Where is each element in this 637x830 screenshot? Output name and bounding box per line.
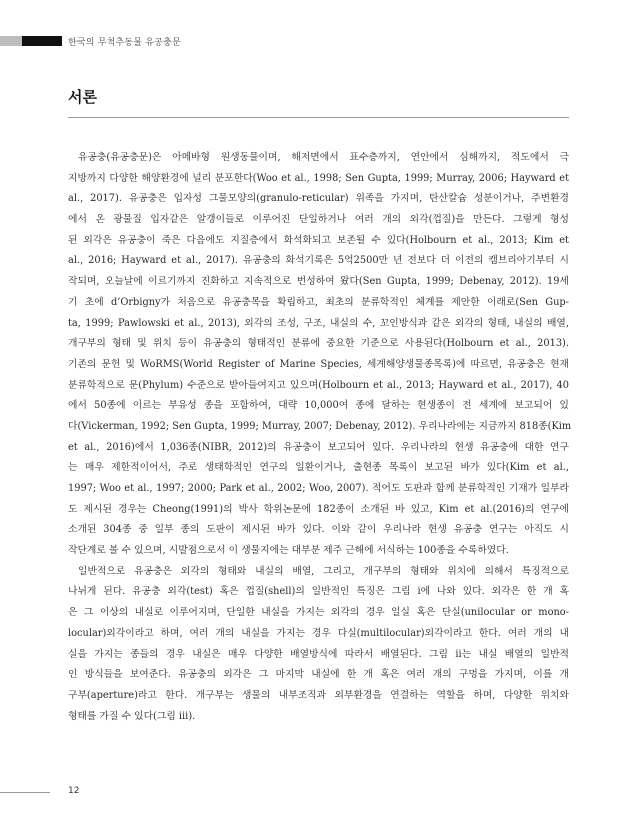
title-rule [68,117,569,118]
paragraph-line: 작되며, 오늘날에 이르기까지 진화하고 지속적으로 번성하여 왔다(Sen Gupta, 1999; Debenay, 2012). 19세 [68,276,569,288]
paragraph-line: 개구부의 형태 및 위치 등이 유공충의 형태적인 분류에 중요한 기준으로 사용된다(Holbourn et al., 2013). [68,338,569,350]
paragraph-line: 1997; Woo et al., 1997; 2000; Park et al., 2002; Woo, 2007). 적어도 도판과 함께 분류학적인 기재가 일부라 [68,483,569,494]
paragraph-line: ta, 1999; Pawlowski et al., 2013), 외각의 조성, 구조, 내실의 수, 꼬인방식과 같은 외각의 형태, 내실의 배열, [68,317,569,329]
header-bar-black [22,36,62,46]
paragraph-line: 인 방식들을 보여준다. 유공충의 외각은 그 마지막 내실에 한 개 혹은 여러 개의 구멍을 가지며, 이를 개 [68,669,569,681]
footer-rule [0,792,50,793]
paragraph-line: 유공충(유공충문)은 아메바형 원생동물이며, 해저면에서 표수층까지, 연안에서 심해까지, 적도에서 극 [78,152,569,163]
paragraph-line: 지방까지 다양한 해양환경에 널리 분포한다(Woo et al., 1998; Sen Gupta, 1999; Murray, 2006; Hayward et [68,172,569,184]
paragraph-line: locular)외각이라고 하며, 여러 개의 내실을 가지는 경우 다실(multilocular)외각이라고 한다. 여러 개의 내 [68,627,569,639]
paragraph-line: 다(Vickerman, 1992; Sen Gupta, 1999; Murray, 2007; Debenay, 2012). 우리나라에는 지금까지 818종(Kim [68,420,572,432]
paragraph-line: al., 2016; Hayward et al., 2017). 유공충의 화석기록은 5억2500만 년 전보다 더 이전의 캠브리아기부터 시 [68,255,569,267]
paragraph-line: 은 그 이상의 내실로 이루어지며, 단일한 내실을 가지는 외각의 경우 일실 혹은 단실(unilocular or mono- [68,607,569,619]
paragraph-line: 분류학적으로 문(Phylum) 수준으로 받아들여지고 있으며(Holbourn et al., 2013; Hayward et al., 2017), 40 [68,379,569,391]
paragraph-line: 구부(aperture)라고 한다. 개구부는 생물의 내부조직과 외부환경을 연결하는 역할을 하며, 다양한 위치와 [68,689,569,701]
paragraph-line: 도 제시된 경우는 Cheong(1991)의 박사 학위논문에 182종이 소개된 바 있고, Kim et al.(2016)의 연구에 [68,503,569,515]
paragraph-line: 기존의 문헌 및 WoRMS(World Register of Marine Species, 세계해양생물종목록)에 따르면, 유공충은 현재 [68,358,569,370]
header-bar-grey [0,36,22,46]
paragraph-line: 실을 가지는 종들의 경우 내실은 매우 다양한 배열방식에 따라서 배열된다. 그림 ii는 내실 배열의 일반적 [68,648,569,660]
page-number: 12 [68,786,80,796]
body-text [68,148,572,727]
paragraph-line: 소개된 304종 중 일부 종의 도판이 제시된 바가 있다. 이와 같이 우리나라 현생 유공충 연구는 아직도 시 [68,524,569,536]
paragraph-line: 나뉘게 된다. 유공충 외각(test) 혹은 껍질(shell)의 일반적인 특징은 그림 i에 나와 있다. 외각은 한 개 혹 [68,586,569,598]
paragraph-line: 된 외각은 유공충이 죽은 다음에도 지질층에서 화석화되고 보존될 수 있다(Holbourn et al., 2013; Kim et [68,234,569,246]
running-title: 한국의 무척추동물 유공충문 [68,38,181,48]
paragraph-line: 작단계로 볼 수 있으며, 시발점으로서 이 생물지에는 대부분 제주 근해에 서식하는 100종을 수록하였다. [68,545,509,557]
paragraph-line: 에서 온 광물질 입자같은 알갱이들로 이루어진 단일하거나 여러 개의 외각(껍질)을 만든다. 그렇게 형성 [68,214,569,226]
paragraph-line: al., 2017). 유공충은 입자성 그물모양의(granulo-reticular) 위족을 가지며, 탄산칼슘 성분이거나, 주변환경 [68,193,569,205]
paragraph-line: 에서 50종에 이르는 부유성 종을 포함하여, 대략 10,000여 종에 달하는 현생종이 전 세계에 보고되어 있 [68,400,569,412]
paragraph-line: et al., 2016)에서 1,036종(NIBR, 2012)의 유공충이 보고되어 있다. 우리나라의 현생 유공충에 대한 연구 [68,441,569,453]
paragraph-line: 일반적으로 유공충은 외각의 형태와 내실의 배열, 그리고, 개구부의 형태와 위치에 의해서 특징적으로 [78,565,569,577]
section-title: 서론 [68,88,97,106]
paragraph-line: 형태를 가질 수 있다(그림 iii). [68,710,196,722]
paragraph-line: 는 매우 제한적이어서, 주로 생태학적인 연구의 일환이거나, 출현종 목록이 보고된 바가 있다(Kim et al., [68,462,569,474]
paragraph-line: 기 초에 d’Orbigny가 처음으로 유공충목을 확립하고, 최초의 분류학적인 체계를 제안한 이래로(Sen Gup- [68,296,569,308]
